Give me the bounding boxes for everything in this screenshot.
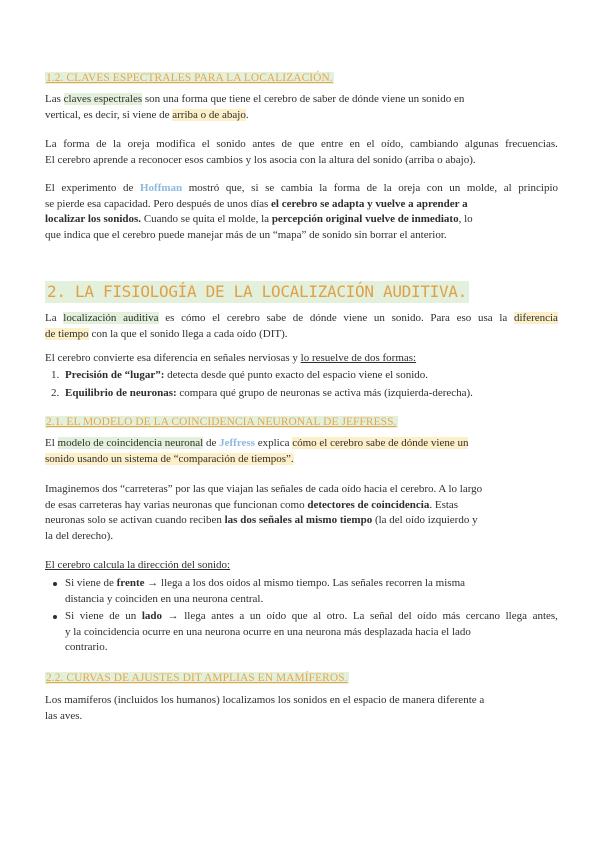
highlight-comparacion-tiempos: sonido usando un sistema de “comparación de tiempos”. (45, 452, 294, 465)
section-heading-2: 2. LA FISIOLOGÍA DE LA LOCALIZACIÓN AUDITIVA. (47, 282, 467, 301)
bullet-icon (53, 615, 57, 619)
bullet-list (45, 576, 558, 656)
paragraph-calcula-direccion: El cerebro calcula la dirección del sonido: (45, 559, 231, 571)
section-heading-2-1: 2.1. EL MODELO DE LA COINCIDENCIA NEURONAL DE JEFFRESS. (46, 416, 397, 428)
paragraph-forma-oreja: La forma de la oreja modifica el sonido antes de que entre en el oído, cambiando algunas frecuencias. El cerebro aprende a reconocer esos cambios y los asocia con la altura del sonido (arriba o abajo). (45, 138, 558, 166)
paragraph-localizacion-auditiva: La localización auditiva es cómo el cerebro sabe de dónde viene un sonido. Para eso usa la diferencia de tiempo con la que el sonido llega a cada oído (DIT). (45, 312, 558, 340)
list-item: 1. Precisión de “lugar”: detecta desde qué punto exacto del espacio viene el sonido. (51, 369, 429, 381)
highlight-claves-espectrales: claves espectrales (63, 93, 143, 105)
highlight-de-tiempo: de tiempo (45, 327, 89, 340)
paragraph-modelo-jeffress: El modelo de coincidencia neuronal de Jeffress explica cómo el cerebro sabe de dónde viene un sonido usando un sistema de “comparación de tiempos”. (45, 437, 469, 465)
numbered-list (45, 368, 558, 401)
highlight-modelo-coincidencia: modelo de coincidencia neuronal (57, 437, 204, 449)
list-item: Si viene de un lado → llega antes a un oído que al otro. La señal del oído más cercano llega antes, y la coincidencia ocurre en una neurona ocurre en una neurona más desplazada hacia el lado contrario. (45, 609, 558, 656)
list-item: Si viene de frente → llega a los dos oídos al mismo tiempo. Las señales recorren la misma distancia y coinciden en una neurona central. (45, 576, 558, 607)
highlight-diferencia: diferencia (513, 312, 558, 324)
section-heading-2-2: 2.2. CURVAS DE AJUSTES DIT AMPLIAS EN MAMÍFEROS. (46, 672, 348, 684)
highlight-localizacion-auditiva: localización auditiva (63, 312, 159, 324)
bullet-icon (53, 582, 57, 586)
highlight-arriba-abajo: arriba o de abajo (172, 108, 246, 121)
name-hoffman: Hoffman (139, 182, 183, 194)
section-heading-1-2: 1.2. CLAVES ESPECTRALES PARA LA LOCALIZACIÓN. (46, 72, 333, 84)
highlight-como-cerebro: cómo el cerebro sabe de dónde viene un (292, 437, 469, 449)
paragraph-dos-formas: El cerebro convierte esa diferencia en señales nerviosas y lo resuelve de dos formas: (45, 352, 417, 364)
paragraph-experimento-hoffman: El experimento de Hoffman mostró que, si se cambia la forma de la oreja con un molde, al principio se pierde esa capacidad. Pero después de unos días el cerebro se adapta y vuelve a aprender a localizar los sonidos. Cuando se quita el molde, la percepción original vuelve de inmediato, lo que indica que el cerebro puede manejar más de un “mapa” de sonido sin borrar el anterior. (45, 182, 559, 241)
paragraph-mamiferos: Los mamíferos (incluidos los humanos) localizamos los sonidos en el espacio de manera diferente a las aves. (45, 694, 485, 722)
list-item: 2. Equilibrio de neuronas: compara qué grupo de neuronas se activa más (izquierda-derecha). (51, 386, 473, 399)
paragraph-claves-espectrales: Las claves espectrales son una forma que tiene el cerebro de saber de dónde viene un sonido en vertical, es decir, si viene de arriba o de abajo. (45, 93, 465, 121)
paragraph-carreteras: Imaginemos dos “carreteras” por las que viajan las señales de cada oído hacia el cerebro. A lo largo de esas carreteras hay varias neuronas que funcionan como detectores de coincidencia. Estas neuronas solo se activan cuando reciben las dos señales al mismo tiempo (la del oído izquierdo y la del derecho). (45, 483, 483, 542)
name-jeffress: Jeffress (219, 437, 255, 449)
